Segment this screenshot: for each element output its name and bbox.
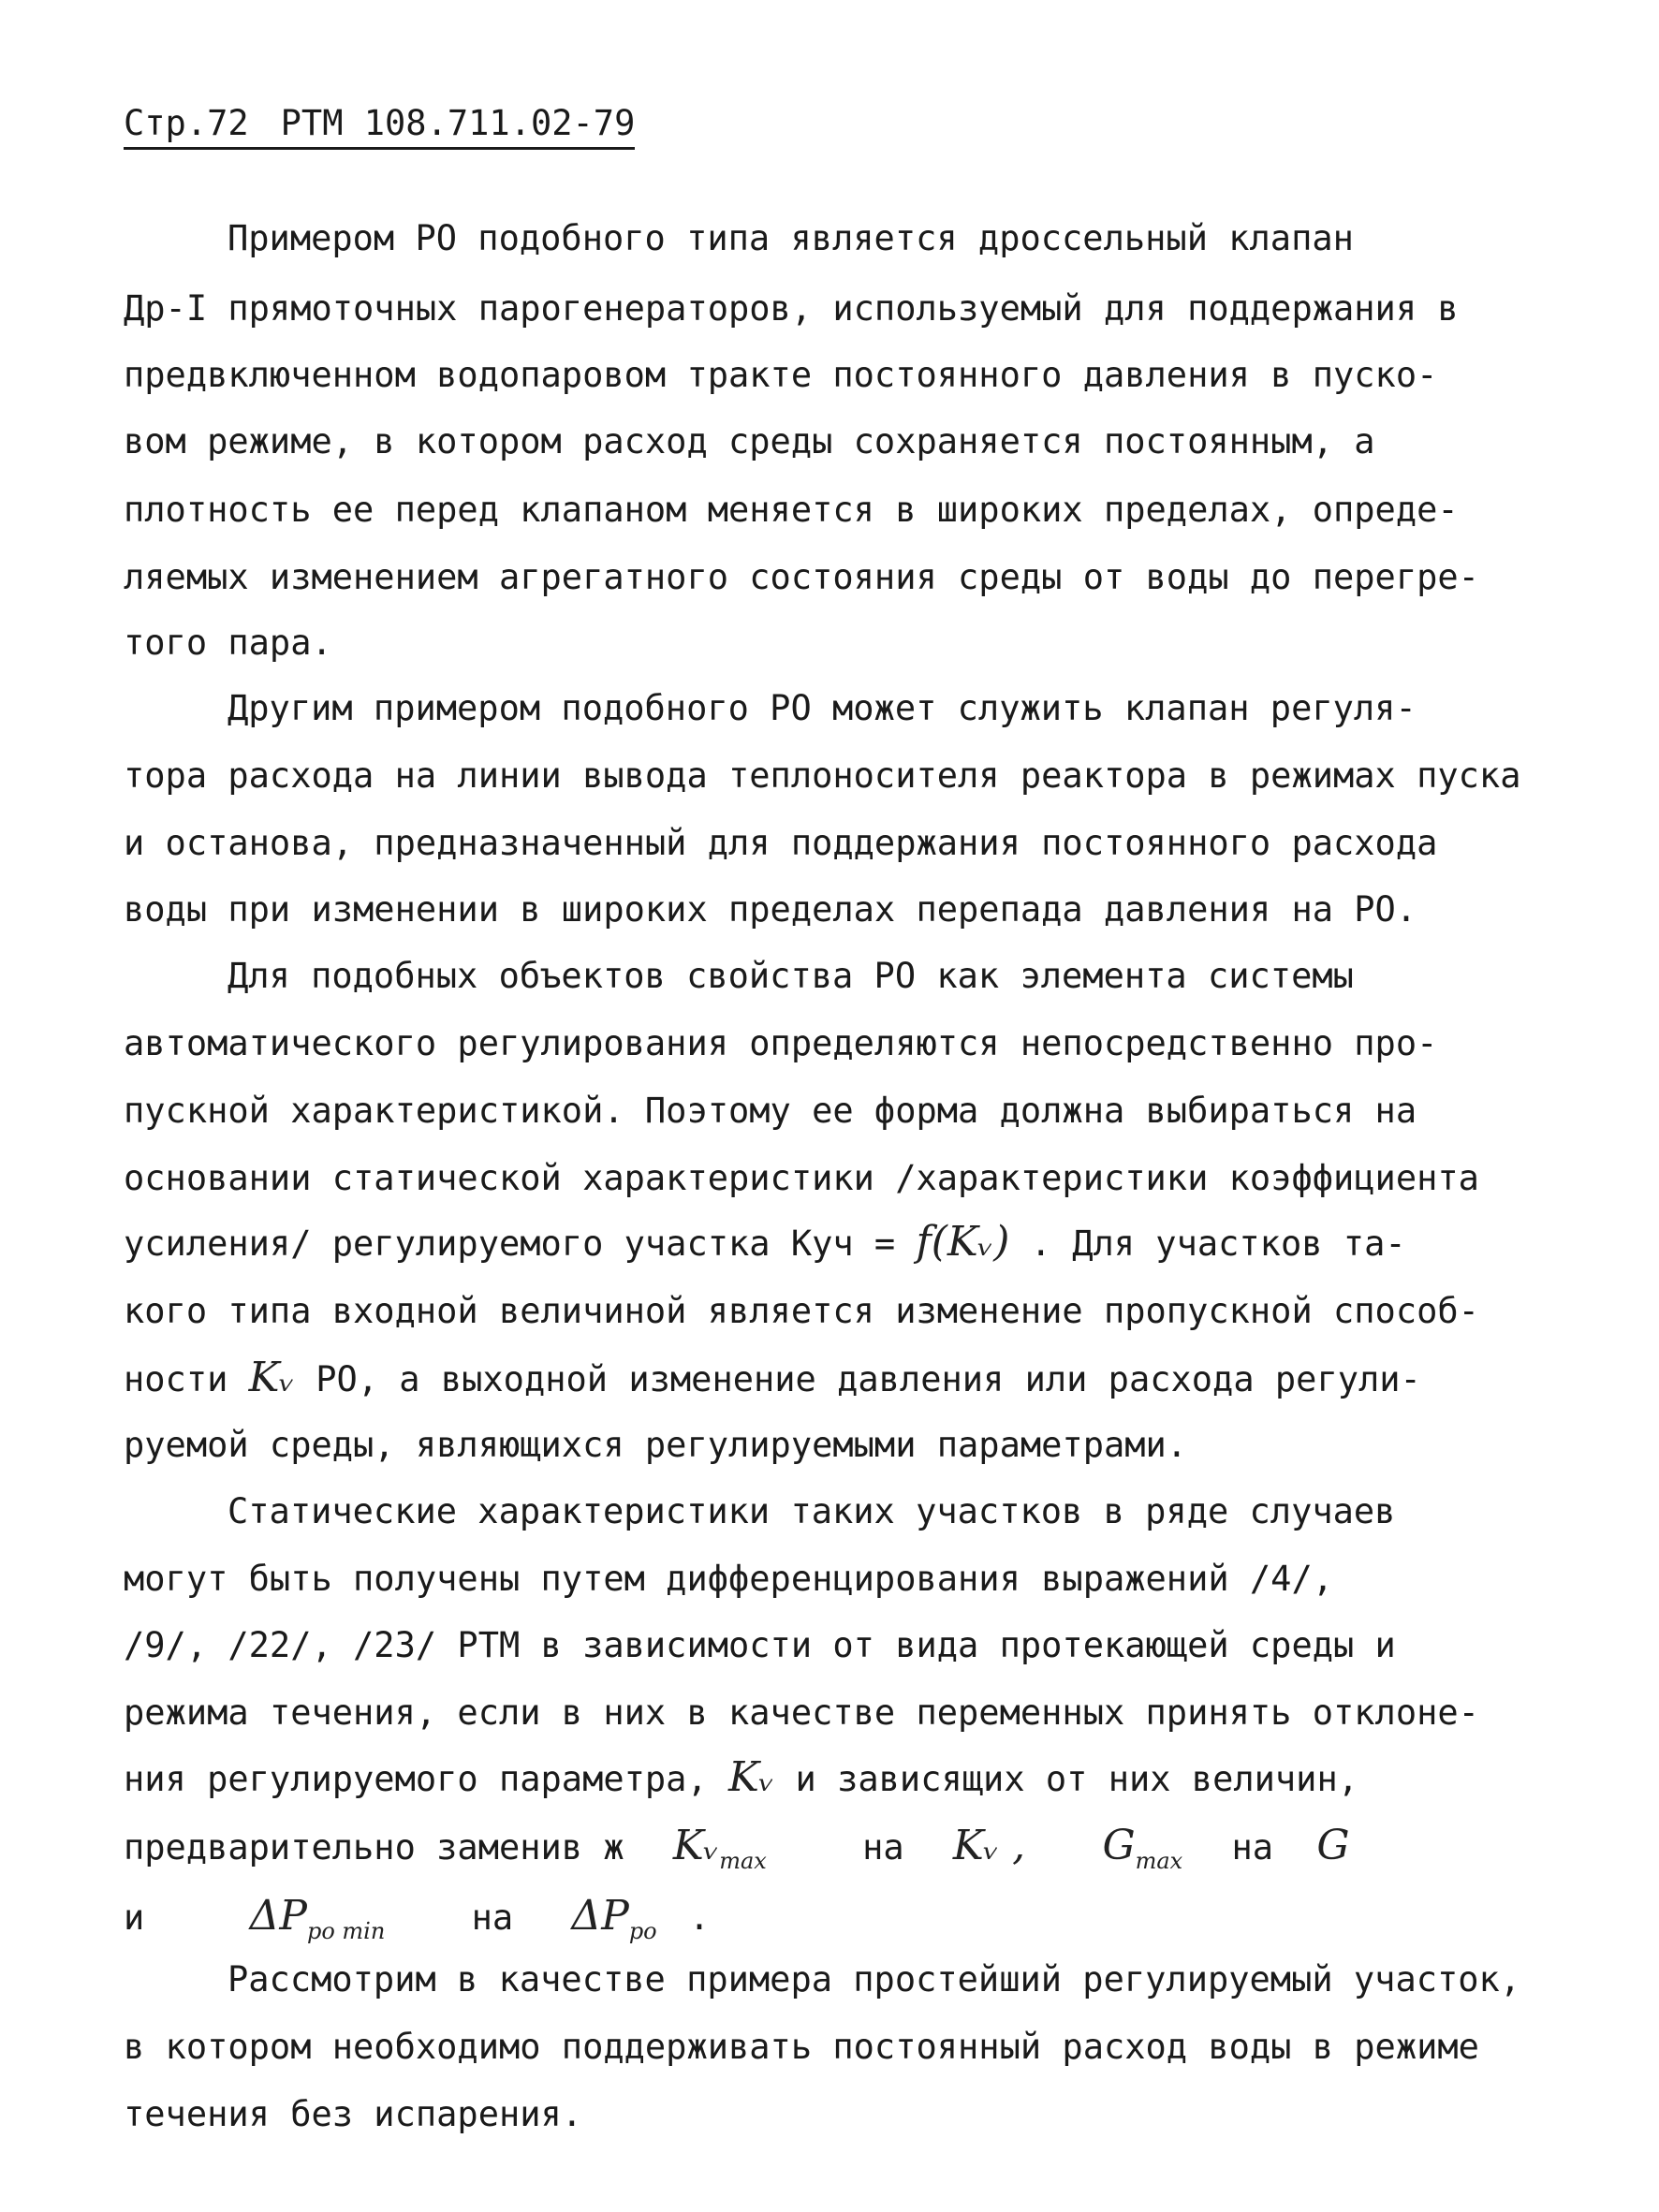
document-code: РТМ 108.711.02-79 [280, 103, 636, 143]
symbol-subscript: max [719, 1848, 767, 1874]
text-line-with-formula [124, 1218, 1406, 1266]
text-line: /9/, /22/, /23/ РТМ в зависимости от вида протекающей среды и [124, 1625, 1396, 1665]
text-line: Рассмотрим в качестве примера простейший регулируемый участок, [228, 1959, 1521, 2000]
text-line: в котором необходимо поддерживать постоянный расход воды в режиме [124, 2027, 1479, 2067]
symbol-base: Kᵥ [672, 1822, 720, 1869]
symbol-base: G [1102, 1822, 1136, 1869]
text-fragment: на [1231, 1827, 1274, 1868]
text-line: режима течения, если в них в качестве переменных принять отклоне- [124, 1692, 1479, 1733]
text-line: ляемых изменением агрегатного состояния среды от воды до перегре- [124, 557, 1479, 597]
text-line: плотность ее перед клапаном меняется в широких пределах, опреде- [124, 490, 1459, 530]
text-line: Статические характеристики таких участков в ряде случаев [228, 1491, 1396, 1531]
text-fragment: ния регулируемого параметра, [124, 1759, 729, 1799]
text-line: автоматического регулирования определяются непосредственно про- [124, 1023, 1438, 1063]
symbol-subscript: po min [306, 1918, 386, 1944]
text-fragment: предварительно заменив [124, 1827, 604, 1868]
text-fragment: на [471, 1897, 514, 1938]
text-fragment: и зависящих от них величин, [774, 1759, 1359, 1799]
text-fragment: ности [124, 1359, 249, 1399]
handwritten-symbol: Kᵥ [248, 1354, 295, 1401]
handwritten-symbol [672, 1822, 767, 1874]
text-line: пускной характеристикой. Поэтому ее форма должна выбираться на [124, 1091, 1417, 1131]
text-fragment: . Для участков та- [1009, 1223, 1406, 1264]
text-line: тора расхода на линии вывода теплоносителя реактора в режимах пуска [124, 755, 1521, 796]
text-line: того пара. [124, 623, 332, 663]
symbol-base: ΔP [571, 1892, 629, 1940]
handwritten-symbol [571, 1892, 657, 1944]
text-line: руемой среды, являющихся регулируемыми параметрами. [124, 1425, 1188, 1465]
text-line-with-symbol [124, 1354, 1421, 1401]
text-line: могут быть получены путем дифференцирования выражений /4/, [124, 1559, 1334, 1599]
page-number: Стр.72 [124, 103, 249, 143]
text-line: Другим примером подобного РО может служить клапан регуля- [228, 688, 1417, 728]
handwritten-formula: f(Kᵥ) [916, 1218, 1010, 1266]
text-line: Др-I прямоточных парогенераторов, используемый для поддержания в [124, 288, 1459, 329]
text-line-with-formula [124, 1822, 1350, 1874]
text-line: Примером РО подобного типа является дроссельный клапан [228, 218, 1354, 258]
text-line: Для подобных объектов свойства РО как элемента системы [228, 956, 1354, 996]
handwritten-symbol [1102, 1822, 1183, 1874]
text-line: течения без испарения. [124, 2094, 583, 2134]
text-line: кого типа входной величиной является изменение пропускной способ- [124, 1291, 1479, 1331]
symbol-base: ΔP [249, 1892, 307, 1940]
text-fragment: РО, а выходной изменение давления или расхода регули- [294, 1359, 1421, 1399]
text-line: основании статической характеристики /характеристики коэффициента [124, 1158, 1479, 1198]
text-line-with-symbol [124, 1753, 1359, 1801]
text-line: предвключенном водопаровом тракте постоянного давления в пуско- [124, 355, 1438, 395]
text-line: и останова, предназначенный для поддержания постоянного расхода [124, 823, 1438, 863]
struck-mark: ж [603, 1827, 624, 1868]
text-line: вом режиме, в котором расход среды сохраняется постоянным, а [124, 421, 1375, 461]
handwritten-symbol: Kᵥ [728, 1753, 775, 1801]
text-fragment: . [688, 1897, 711, 1938]
text-line-with-formula [124, 1892, 711, 1944]
symbol-subscript: po [628, 1918, 657, 1944]
page-header [124, 105, 635, 150]
text-line: воды при изменении в широких пределах перепада давления на РО. [124, 889, 1417, 930]
symbol-subscript: max [1135, 1848, 1183, 1874]
handwritten-symbol [249, 1892, 386, 1944]
text-fragment: усиления/ регулируемого участка Куч = [124, 1223, 917, 1264]
text-fragment: и [124, 1897, 145, 1938]
handwritten-symbol: G [1316, 1822, 1350, 1869]
text-fragment: на [862, 1827, 904, 1868]
handwritten-symbol: Kᵥ , [952, 1822, 1026, 1869]
